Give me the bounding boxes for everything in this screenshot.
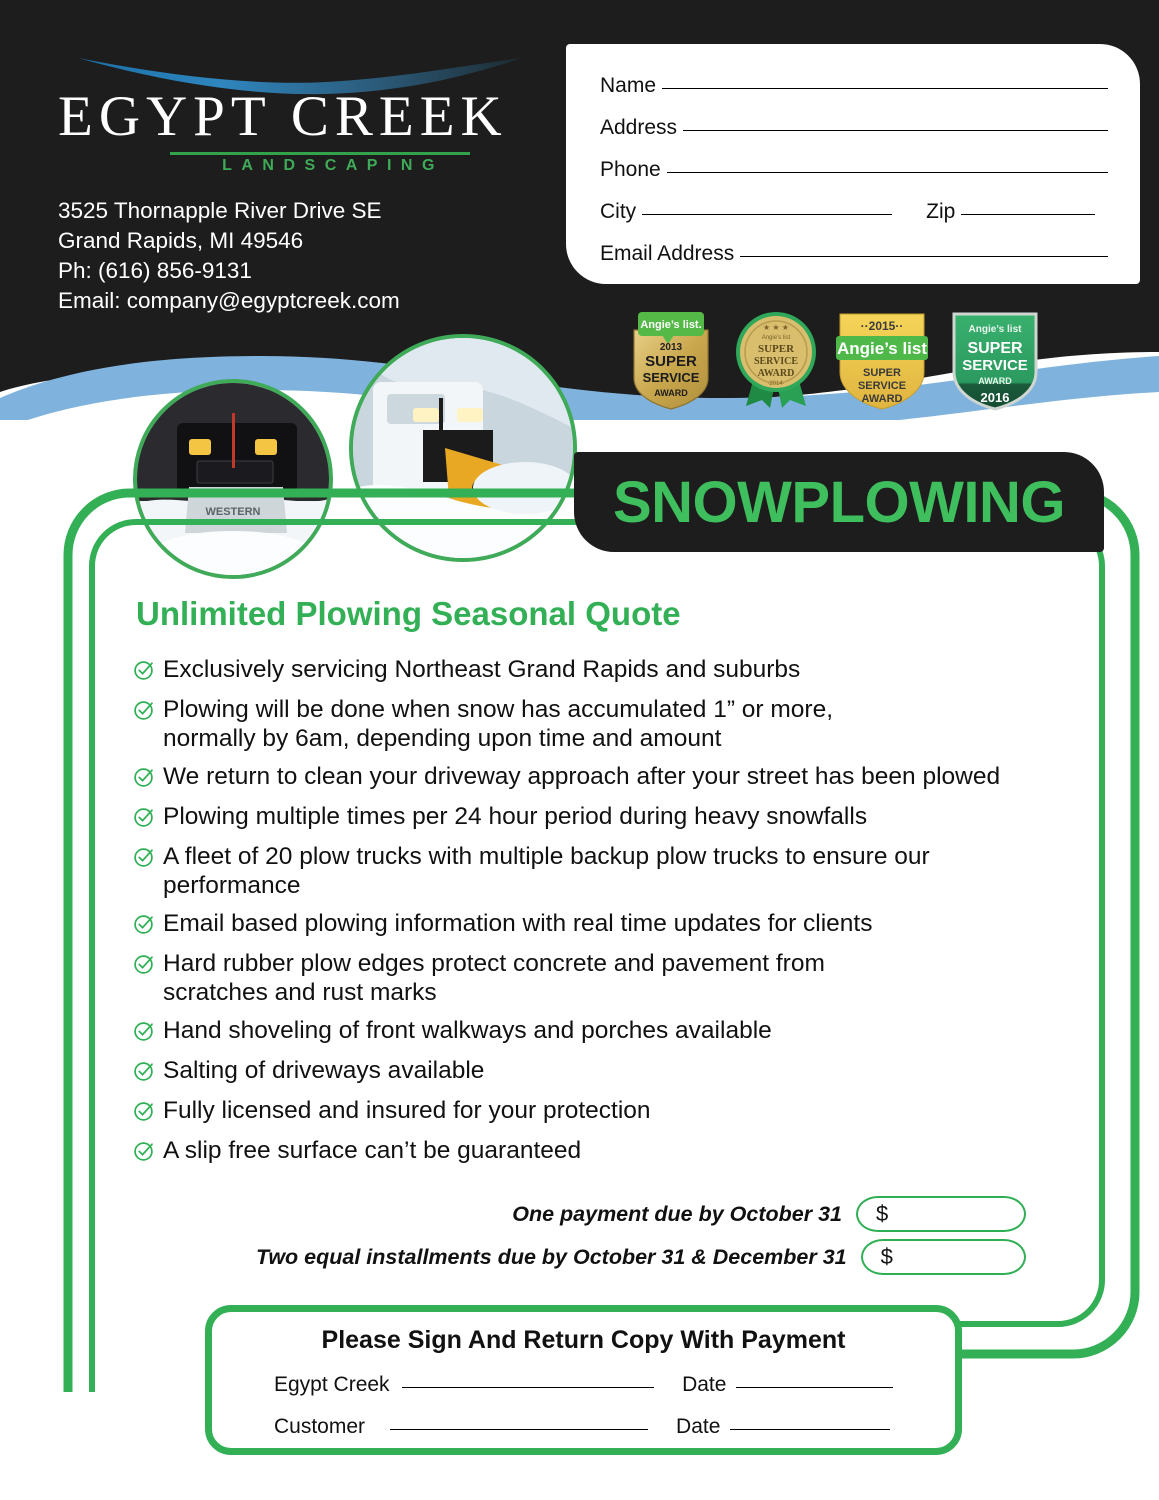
email-label: Email Address — [600, 242, 735, 265]
list-item-text: Fully licensed and insured for your protection — [163, 1097, 651, 1124]
svg-text:SUPER: SUPER — [757, 343, 795, 355]
svg-text:·2014·: ·2014· — [767, 381, 785, 387]
check-circle-icon — [133, 1016, 163, 1047]
check-circle-icon — [133, 1096, 163, 1127]
form-row-email — [600, 242, 1108, 266]
svg-text:··2015··: ··2015·· — [860, 319, 904, 333]
badge-angies-list-2014-icon — [732, 308, 820, 412]
list-item-text: Plowing multiple times per 24 hour period during heavy snowfalls — [163, 803, 868, 830]
check-circle-icon — [133, 1056, 163, 1087]
badge-angies-list-2016-icon — [948, 308, 1042, 412]
contact-address-line1: 3525 Thornapple River Drive SE — [58, 198, 382, 223]
svg-text:2016: 2016 — [980, 390, 1010, 405]
svg-text:SUPER: SUPER — [645, 353, 697, 370]
currency-symbol: $ — [880, 1244, 893, 1269]
phone-label: Phone — [600, 158, 661, 181]
svg-text:WESTERN: WESTERN — [205, 506, 261, 518]
svg-text:AWARD: AWARD — [861, 393, 903, 405]
list-item — [133, 1016, 1063, 1047]
list-item-text: We return to clean your driveway approach after your street has been plowed — [163, 763, 1001, 790]
black-plow-truck-photo — [137, 383, 329, 575]
payment-option-one-label: One payment due by October 31 — [512, 1201, 842, 1226]
svg-text:AWARD: AWARD — [757, 368, 795, 379]
svg-text:2013: 2013 — [659, 342, 683, 353]
customer-date-input[interactable] — [730, 1429, 890, 1430]
payment-option-one-amount-field[interactable] — [856, 1196, 1026, 1232]
signature-box — [205, 1305, 962, 1455]
check-circle-icon — [133, 695, 163, 726]
white-plow-truck-photo — [353, 338, 573, 558]
logo-divider — [170, 152, 470, 155]
list-item — [133, 802, 1063, 833]
list-item — [133, 655, 1063, 686]
snowplowing-banner — [574, 452, 1104, 552]
list-item — [133, 1136, 1063, 1167]
form-row-city-zip — [600, 200, 1108, 224]
svg-text:AWARD: AWARD — [978, 376, 1012, 386]
list-item-text: Exclusively servicing Northeast Grand Rapids and suburbs — [163, 656, 801, 683]
svg-text:Angie’s list.: Angie’s list. — [640, 319, 702, 331]
svg-text:SERVICE: SERVICE — [753, 356, 799, 367]
customer-label: Customer — [274, 1415, 366, 1438]
egypt-creek-label: Egypt Creek — [274, 1373, 390, 1396]
svg-text:SERVICE: SERVICE — [642, 370, 700, 385]
signature-title: Please Sign And Return Copy With Payment — [321, 1326, 846, 1354]
signature-row-company — [212, 1373, 955, 1397]
name-input[interactable] — [662, 88, 1108, 89]
badge-angies-list-2013-icon — [628, 308, 714, 412]
svg-text:★ ★ ★: ★ ★ ★ — [763, 323, 789, 332]
svg-text:SUPER: SUPER — [863, 367, 901, 379]
svg-text:Angie’s list: Angie’s list — [968, 324, 1022, 335]
list-item — [133, 695, 1063, 753]
list-item-text: Plowing will be done when snow has accumulated 1” or more, normally by 6am, depending upon time and amount — [163, 696, 834, 752]
photo-black-plow-truck — [133, 379, 333, 579]
svg-text:Angie’s list: Angie’s list — [761, 335, 791, 341]
check-circle-icon — [133, 842, 163, 873]
payment-option-two-amount-field[interactable] — [861, 1239, 1026, 1275]
svg-text:SERVICE: SERVICE — [857, 380, 907, 392]
customer-signature-input[interactable] — [390, 1429, 648, 1430]
form-row-name — [600, 74, 1108, 98]
email-input[interactable] — [740, 256, 1108, 257]
svg-text:Angie’s list: Angie’s list — [836, 339, 928, 358]
company-logo — [58, 52, 528, 182]
contact-phone: Ph: (616) 856-9131 — [58, 258, 252, 283]
svg-text:AWARD: AWARD — [654, 388, 688, 398]
customer-info-card — [566, 44, 1140, 284]
list-item-text: A slip free surface can’t be guaranteed — [163, 1137, 582, 1164]
list-item — [133, 949, 1063, 1007]
egypt-creek-date-label: Date — [682, 1373, 727, 1396]
payment-option-two-label: Two equal installments due by October 31 & December 31 — [256, 1244, 847, 1269]
list-item-text: Salting of driveways available — [163, 1057, 485, 1084]
contact-email: Email: company@egyptcreek.com — [58, 288, 400, 313]
signature-row-customer — [212, 1415, 955, 1439]
form-row-address — [600, 116, 1108, 140]
egypt-creek-date-input[interactable] — [736, 1387, 893, 1388]
check-circle-icon — [133, 802, 163, 833]
check-circle-icon — [133, 1136, 163, 1167]
svg-text:SERVICE: SERVICE — [962, 357, 1028, 374]
contact-address-line2: Grand Rapids, MI 49546 — [58, 228, 304, 253]
currency-symbol: $ — [876, 1201, 889, 1226]
list-item-text: Hand shoveling of front walkways and porches available — [163, 1017, 772, 1044]
list-item — [133, 1096, 1063, 1127]
city-input[interactable] — [642, 214, 892, 215]
zip-label: Zip — [926, 200, 956, 223]
check-circle-icon — [133, 909, 163, 940]
phone-input[interactable] — [667, 172, 1108, 173]
check-circle-icon — [133, 762, 163, 793]
banner-title: SNOWPLOWING — [612, 469, 1065, 535]
list-item — [133, 762, 1063, 793]
name-label: Name — [600, 74, 657, 97]
zip-input[interactable] — [961, 214, 1095, 215]
list-item-text: Hard rubber plow edges protect concrete and pavement from scratches and rust marks — [163, 950, 825, 1006]
badge-angies-list-2015-icon — [834, 308, 930, 412]
customer-date-label: Date — [676, 1415, 721, 1438]
address-input[interactable] — [683, 130, 1108, 131]
check-circle-icon — [133, 949, 163, 980]
award-badges — [628, 308, 1048, 418]
page-title: Unlimited Plowing Seasonal Quote — [136, 595, 681, 632]
list-item — [133, 842, 1063, 900]
payment-option-two — [256, 1239, 1026, 1275]
check-circle-icon — [133, 655, 163, 686]
address-label: Address — [600, 116, 678, 139]
svg-text:SUPER: SUPER — [967, 340, 1023, 357]
logo-wordmark: EGYPT CREEK — [58, 85, 508, 148]
photo-white-plow-truck — [349, 334, 577, 562]
form-row-phone — [600, 158, 1108, 182]
payment-option-one — [256, 1196, 1026, 1232]
features-list — [133, 655, 1063, 1176]
list-item-text: A fleet of 20 plow trucks with multiple backup plow trucks to ensure our performance — [163, 843, 930, 899]
city-label: City — [600, 200, 637, 223]
list-item — [133, 1056, 1063, 1087]
contact-block — [58, 196, 400, 316]
list-item-text: Email based plowing information with real time updates for clients — [163, 910, 873, 937]
list-item — [133, 909, 1063, 940]
egypt-creek-signature-input[interactable] — [402, 1387, 655, 1388]
logo-subtitle: LANDSCAPING — [222, 157, 444, 174]
